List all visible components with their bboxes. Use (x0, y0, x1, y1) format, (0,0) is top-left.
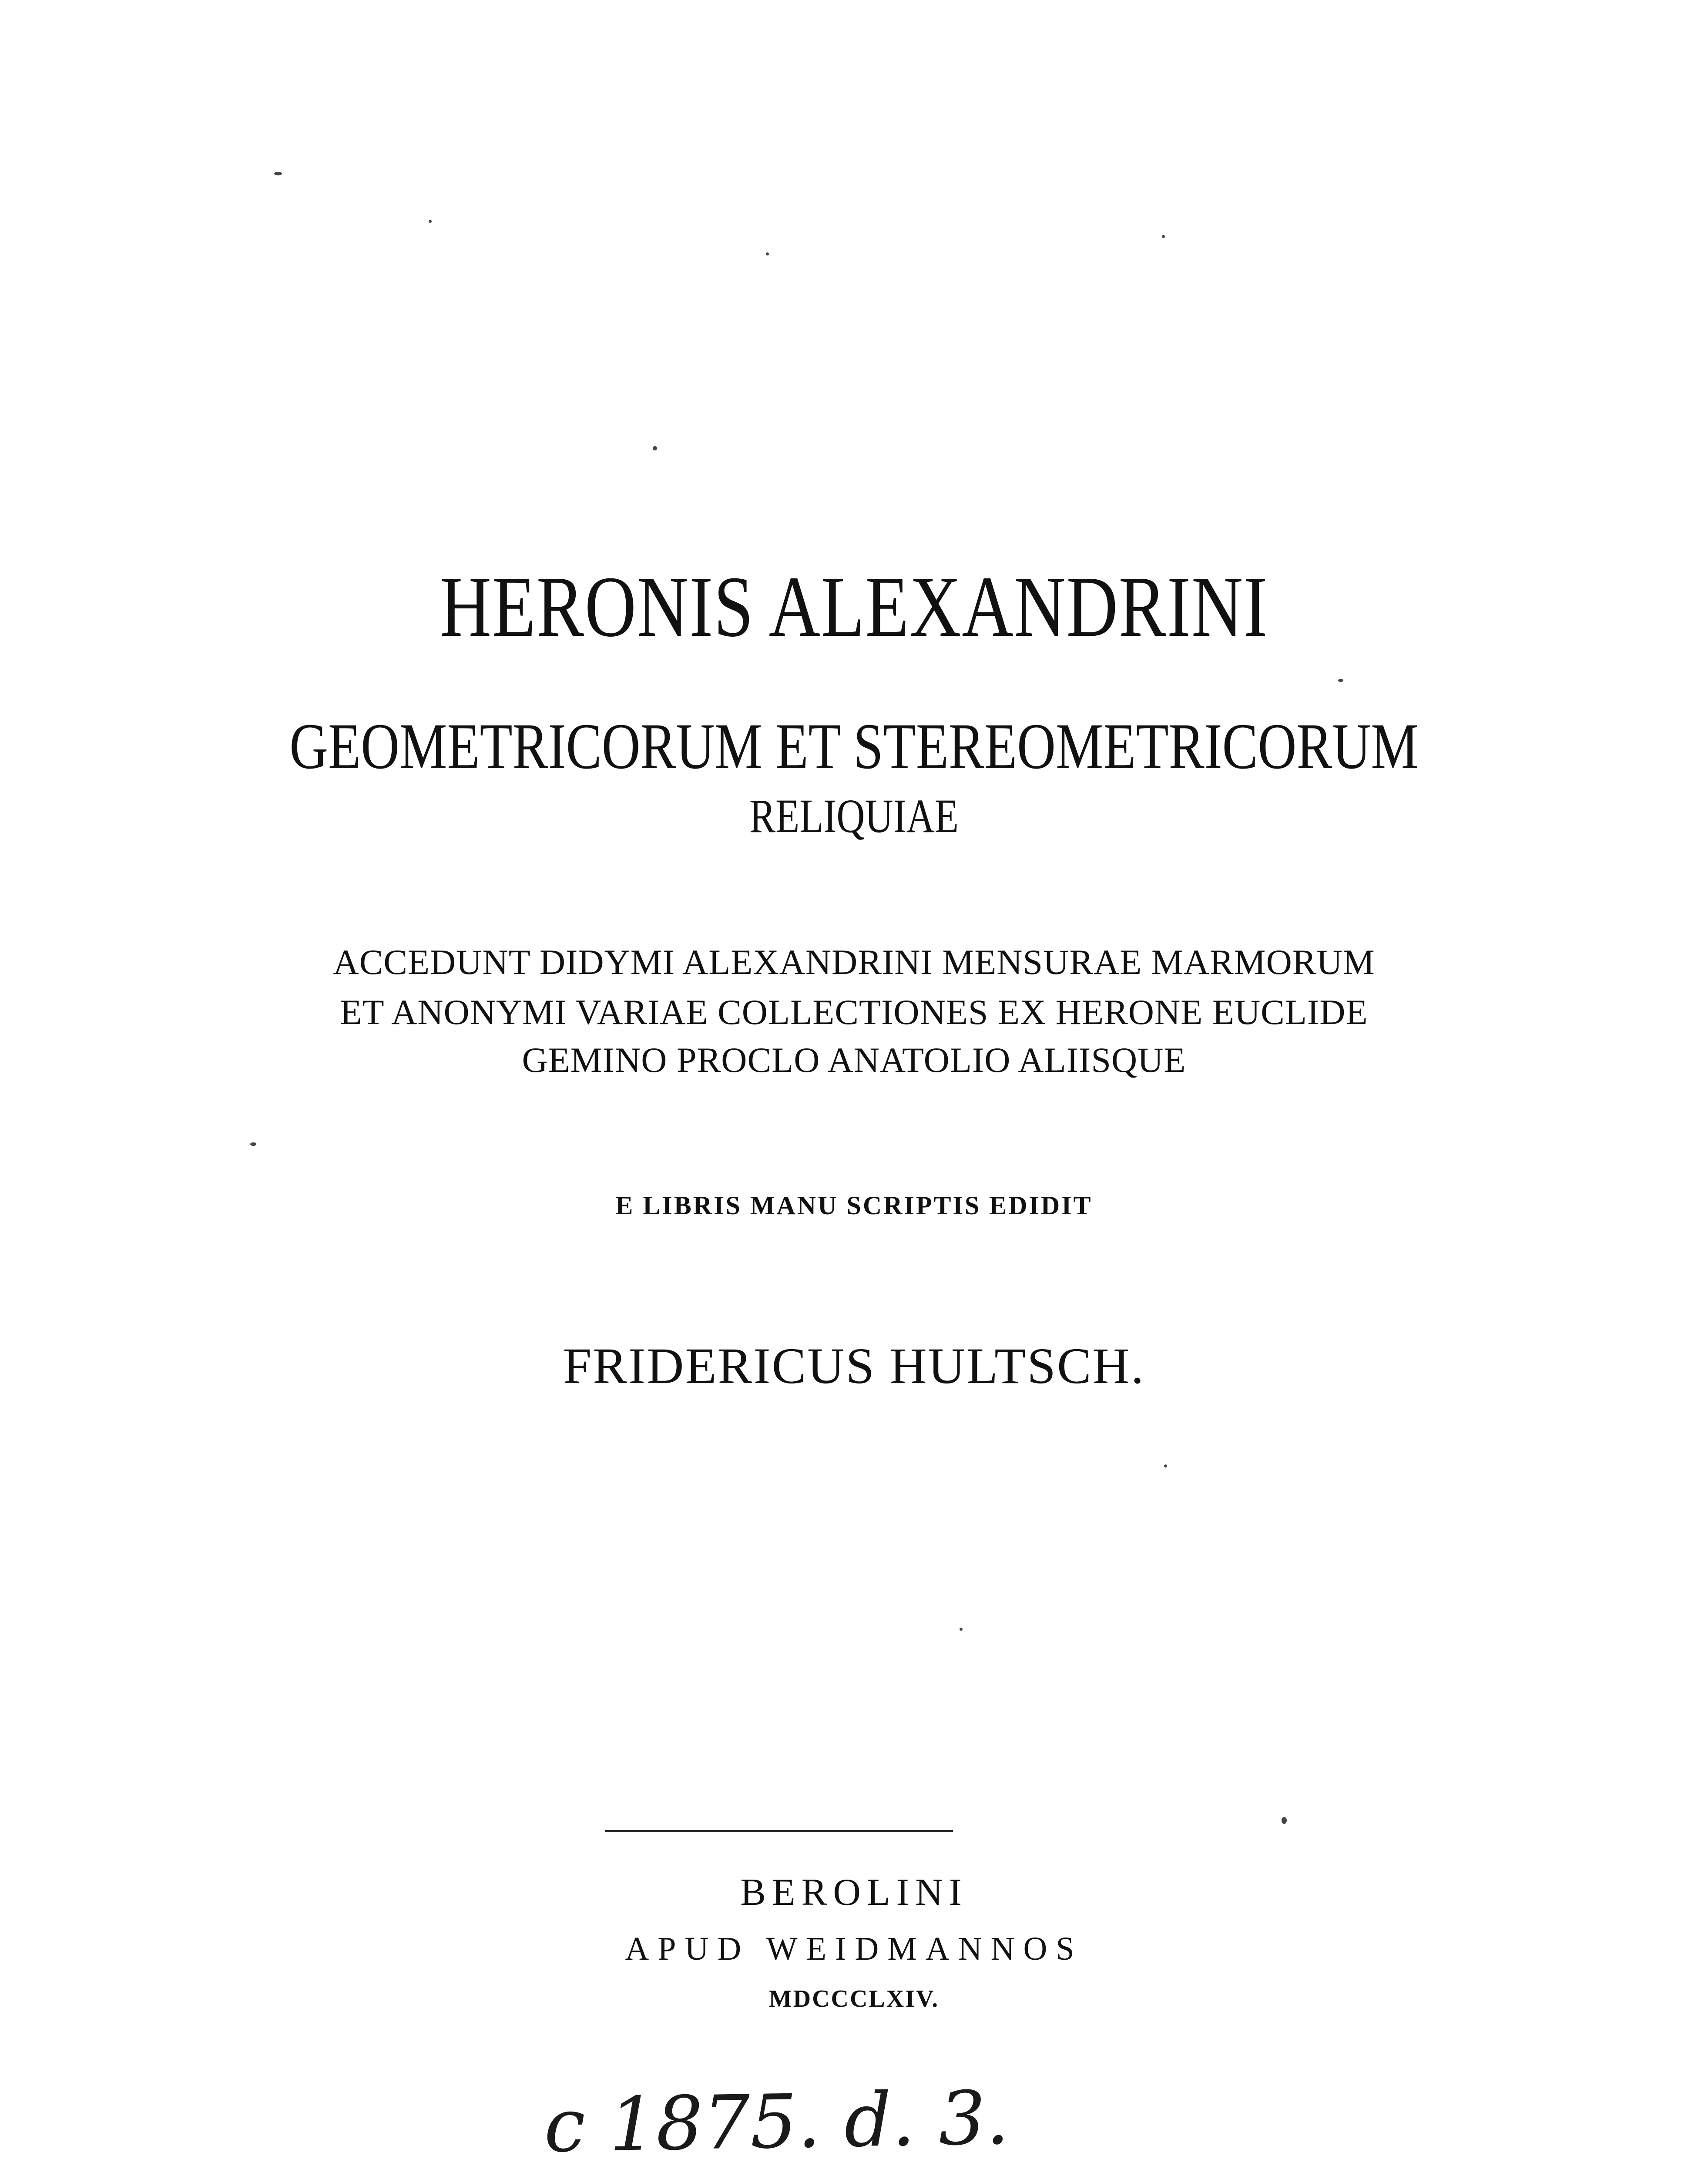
edited-from-line: E LIBRIS MANU SCRIPTIS EDIDIT (615, 1191, 1093, 1220)
scan-speck (250, 1142, 256, 1146)
scan-speck (653, 446, 657, 450)
scan-speck (429, 220, 432, 223)
accedunt-line: GEMINO PROCLO ANATOLIO ALIISQUE (522, 1040, 1186, 1080)
imprint-publisher: APUD WEIDMANNOS (625, 1931, 1083, 1967)
scan-speck (766, 252, 769, 255)
editor-name: FRIDERICUS HULTSCH. (563, 1337, 1145, 1394)
scan-speck (960, 1628, 963, 1631)
book-title: HERONIS ALEXANDRINI (440, 559, 1268, 655)
scan-speck (1282, 1817, 1287, 1824)
book-subtitle: GEOMETRICORUM ET STEREOMETRICORUM (289, 710, 1419, 782)
book-subtitle-continued: RELIQUIAE (749, 789, 959, 843)
handwritten-shelfmark: c 1875. d. 3. (543, 2075, 1010, 2169)
scan-speck (274, 172, 282, 175)
scan-speck (1162, 235, 1165, 238)
imprint-year: MDCCCLXIV. (768, 1985, 940, 2012)
scan-speck (1164, 1464, 1167, 1467)
imprint-city: BEROLINI (740, 1871, 968, 1914)
divider-rule (605, 1830, 953, 1832)
accedunt-line: ACCEDUNT DIDYMI ALEXANDRINI MENSURAE MARMORUM (333, 942, 1375, 982)
accedunt-line: ET ANONYMI VARIAE COLLECTIONES EX HERONE EUCLIDE (340, 992, 1368, 1032)
scan-speck (1338, 679, 1343, 682)
